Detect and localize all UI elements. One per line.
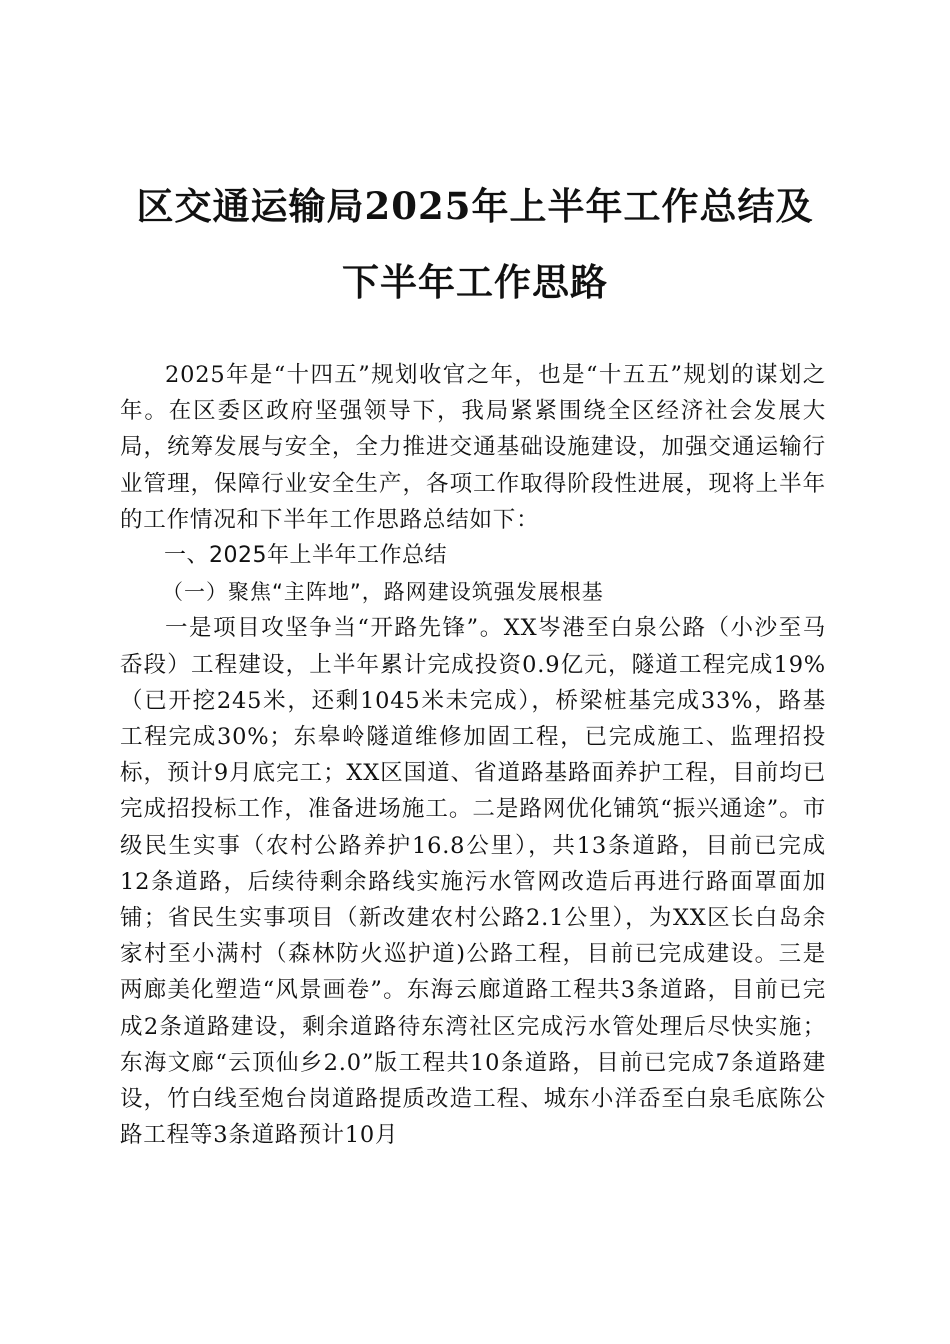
subsection-heading: （一）聚焦“主阵地”，路网建设筑强发展根基 xyxy=(162,580,604,605)
document-title: 区交通运输局2025年上半年工作总结及下半年工作思路 xyxy=(136,184,814,304)
document-body xyxy=(120,357,826,1153)
body-paragraph: 一是项目攻坚争当“开路先锋”。XX岑港至白泉公路（小沙至马岙段）工程建设，上半年累计完成投资0.9亿元，隧道工程完成19%（已开挖245米，还剩1045米未完成），桥梁桩基完成33%，路基工程完成30%；东皋岭隧道维修加固工程，已完成施工、监理招投标，预计9月底完工；XX区国道、省道路基路面养护工程，目前均已完成招投标工作，准备进场施工。二是路网优化铺筑“振兴通途”。市级民生实事（农村公路养护16.8公里），共13条道路，目前已完成12条道路，后续待剩余路线实施污水管网改造后再进行路面罩面加铺；省民生实事项目（新改建农村公路2.1公里），为XX区长白岛余家村至小满村（森林防火巡护道)公路工程，目前已完成建设。三是两廊美化塑造“风景画卷”。东海云廊道路工程共3条道路，目前已完成2条道路建设，剩余道路待东湾社区完成污水管处理后尽快实施；东海文廊“云顶仙乡2.0”版工程共10条道路，目前已完成7条道路建设，竹白线至炮台岗道路提质改造工程、城东小洋岙至白泉毛底陈公路工程等3条道路预计10月 xyxy=(120,615,826,1149)
intro-paragraph: 2025年是“十四五”规划收官之年，也是“十五五”规划的谋划之年。在区委区政府坚强领导下，我局紧紧围绕全区经济社会发展大局，统筹发展与安全，全力推进交通基础设施建设，加强交通运输行业管理，保障行业安全生产，各项工作取得阶段性进展，现将上半年的工作情况和下半年工作思路总结如下： xyxy=(120,362,826,533)
section-heading: 一、2025年上半年工作总结 xyxy=(164,543,447,569)
